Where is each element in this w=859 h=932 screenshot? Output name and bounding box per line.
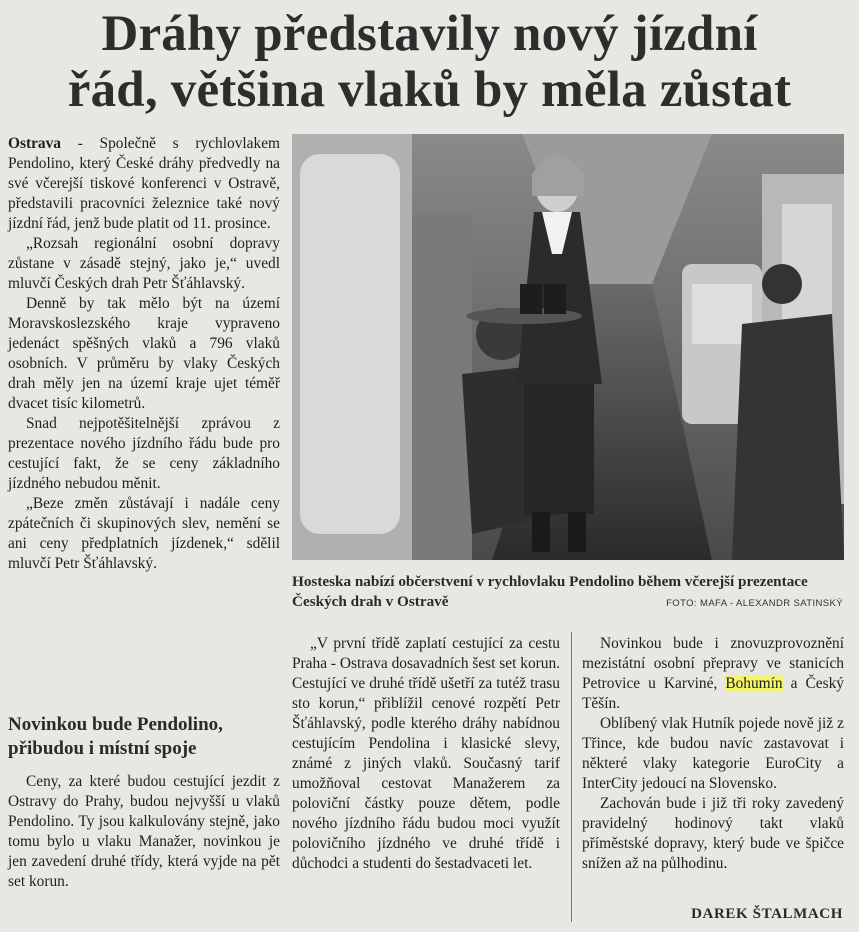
highlighted-word: Bohumín <box>725 675 783 692</box>
lead-paragraph <box>8 134 280 234</box>
column-3 <box>582 634 844 904</box>
photo-caption: Hosteska nabízí občerstvení v rychlovlaku Pendolino během včerejší prezentace Českých drah v Ostravě <box>292 573 808 610</box>
subheading-line-2: přibudou i místní spoje <box>8 738 197 759</box>
news-photo <box>292 134 844 560</box>
paragraph-text: Novinkou bude i znovuzprovoznění mezistátní osobní přepravy ve stanicích Petrovice u Karviné, <box>582 635 844 692</box>
author-byline: DAREK ŠTALMACH <box>691 906 843 922</box>
column-2 <box>292 634 560 926</box>
paragraph: „Rozsah regionální osobní dopravy zůstane v zásadě stejný, jako je,“ uvedl mluvčí Českých drah Petr Šťáhlavský. <box>8 235 280 292</box>
subheading <box>8 713 280 761</box>
photo-credit: FOTO: MAFA - ALEXANDR SATINSKÝ <box>666 598 843 609</box>
paragraph: Ceny, za které budou cestující jezdit z Ostravy do Prahy, budou nejvyšší u vlaků Pendolino. Ty jsou kalkulovány stejně, jako tomu bylo u vlaku Manažer, novinkou je jen zavedení druhé třídy, která vyjde na pět set korun. <box>8 773 280 890</box>
photo-illustration <box>292 134 844 560</box>
paragraph: „V první třídě zaplatí cestující za cestu Praha - Ostrava dosavadních šest set korun. Cestující ve druhé třídě ušetří za tutéž trasu sto korun,“ přiblížil cenové rozpětí Petr Šťáhlavský, podle kterého dráhy nabídnou cestujícím Pendolina i klasické slevy, známé z jiných vlaků. Současný tarif umožňoval cestovat Manažerem za poloviční částky pouze dětem, podle nového jízdního řádu budou moci využít polovičního jízdného ve druhé třídě i důchodci a studenti do šestadvaceti let. <box>292 635 560 872</box>
lead-text: - Společně s rychlovlakem Pendolino, který České dráhy předvedly na své včerejší tiskové konferenci v Ostravě, představili pracovníci železnice také nový jízdní řád, jenž bude platit od 11. prosince. <box>8 135 280 232</box>
paragraph-text: a Český Těšín. <box>582 675 844 712</box>
paragraph: Denně by tak mělo být na území Moravskoslezského kraje vypraveno jedenáct spěšných vlaků a 796 vlaků osobních. V průměru by vlaky Českých drah měly jen na území kraje ujet téměř dvacet tisíc kilometrů. <box>8 295 280 412</box>
paragraph: Oblíbený vlak Hutník pojede nově již z Třince, kde budou navíc zastavovat i některé vlaky kategorie EuroCity a InterCity jedoucí na Slovensko. <box>582 715 844 792</box>
headline-line-1: Dráhy představily nový jízdní <box>101 6 758 62</box>
column-1-continued <box>8 772 280 922</box>
headline-line-2: řád, většina vlaků by měla zůstat <box>67 62 792 118</box>
column-1 <box>8 134 280 694</box>
paragraph <box>582 634 844 714</box>
paragraph: Snad nejpotěšitelnější zprávou z prezentace nového jízdního řádu bude pro cestující fakt, že se ceny základního jízdného nebudou měnit. <box>8 415 280 492</box>
paragraph: „Beze změn zůstávají i nadále ceny zpátečních či skupinových slev, nemění se ani ceny předplatních jízdenek,“ sdělil mluvčí Petr Šťáhlavský. <box>8 495 280 572</box>
paragraph: Zachován bude i již tři roky zavedený pravidelný hodinový takt vlaků příměstské dopravy, který bude ve špičce snížen až na půlhodinu. <box>582 795 844 872</box>
article-headline <box>8 6 851 118</box>
dateline: Ostrava <box>8 135 62 152</box>
subheading-line-1: Novinkou bude Pendolino, <box>8 714 223 735</box>
column-divider <box>571 632 572 922</box>
